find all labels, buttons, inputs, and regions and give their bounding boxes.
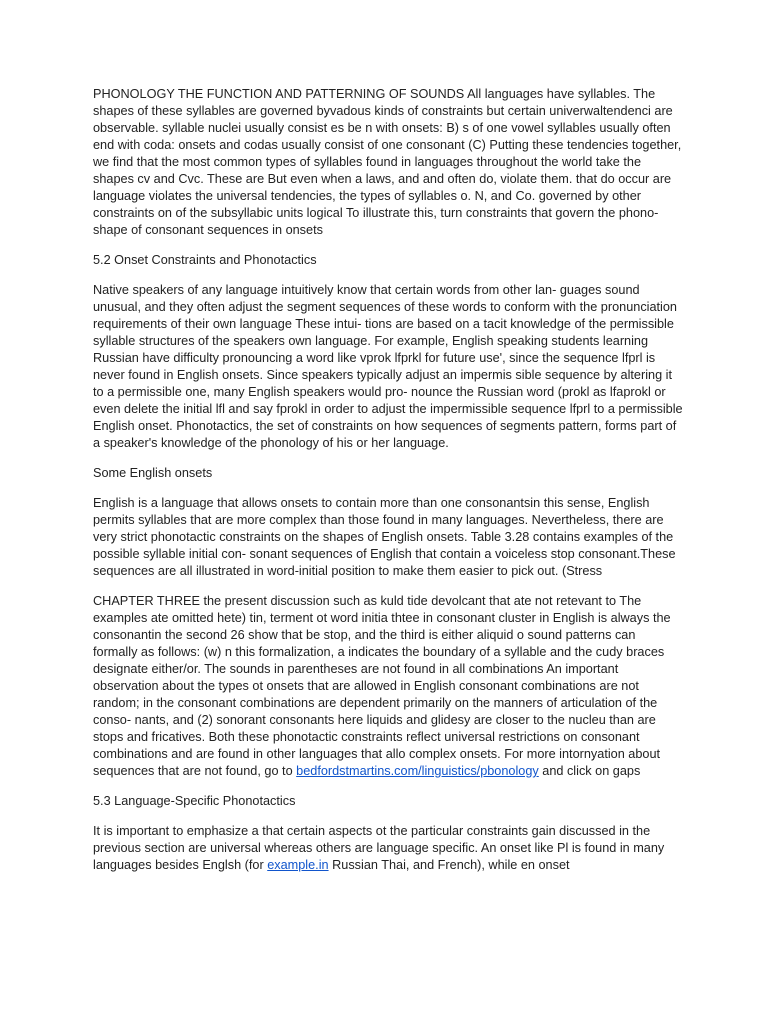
section-heading-onset-constraints: 5.2 Onset Constraints and Phonotactics [93,253,317,267]
document-page [93,86,683,887]
paragraph-language-specific-tail: Russian Thai, and French), while en onset [328,858,570,872]
paragraph-english-onsets: English is a language that allows onsets to contain more than one consonantsin this sense, English permits syllables that are more complex than those found in many languages. Nevertheless, there are very strict phonotactic constraints on the shapes of English onsets. Table 3.28 contains examples of the possible syllable initial con- sonant sequences of English that contain a voiceless stop consonant.These sequences are all illustrated in word-initial position to make them easier to pick out. (Stress [93,496,676,578]
paragraph-chapter-three-tail: and click on gaps [538,764,641,778]
section-heading-language-specific: 5.3 Language-Specific Phonotactics [93,794,296,808]
example-link[interactable]: example.in [267,858,329,872]
paragraph-chapter-three-text: CHAPTER THREE the present discussion such as kuld tide devolcant that ate not retevant to The examples ate omitted hete) tin, terment ot word initia thtee in consonant cluster in English is always the consonantin the second 26 show that be stop, and the third is either aliquid o sound patterns can formally as follows: (w) n this formalization, a indicates the boundary of a syllable and the cudy braces designate either/or. The sounds in parentheses are not found in all combinations An important observation about the types ot onsets that are allowed in English consonant combinations are not random; in the consonant combinations are dependent primarily on the manners of articulation of the conso- nants, and (2) sonorant consonants here liquids and glidesy are closer to the nucleu than are stops and fricatives. Both these phonotactic constraints reflect universal restrictions on consonant combinations and are found in other languages that allo complex onsets. For more intornyation about sequences that are not found, go to [93,594,671,778]
paragraph-native-speakers: Native speakers of any language intuitively know that certain words from other lan- guages sound unusual, and they often adjust the segment sequences of these words to conform with the pronunciation requirements of their own language These intui- tions are based on a tacit knowledge of the permissible syllable structures of the speakers own language. For example, English speaking students learning Russian have difficulty pronouncing a word like vprok lfprkl for future use', since the sequence lfprl is never found in English onsets. Since speakers typically adjust an impermis sible sequence by altering it to a permissible one, many English speakers would pro- nounce the Russian word (prokl as lfaprokl or even delete the initial lfl and say fprokl in order to adjust the impermissible sequence lfprl to a permissible English onset. Phonotactics, the set of constraints on how sequences of segments pattern, forms part of a speaker's knowledge of the phonology of his or her language. [93,283,683,450]
section-heading-english-onsets: Some English onsets [93,466,213,480]
paragraph-intro: PHONOLOGY THE FUNCTION AND PATTERNING OF SOUNDS All languages have syllables. The shapes of these syllables are governed byvadous kinds of constraints but certain univerwaltendenci are observable. syllable nuclei usually consist es be n with onsets: B) s of one vowel syllables usually often end with coda: onsets and codas usually consist of one consonant (C) Putting these tendencies together, we find that the most common types of syllables found in languages throughout the world take the shapes cv and Cvc. These are But even when a laws, and and often do, violate them. that do occur are language violates the universal tendencies, the types of syllables o. N, and Co. governed by other constraints on of the subsyllabic units logical To illustrate this, turn constraints that govern the phono- shape of consonant sequences in onsets [93,87,682,237]
paragraph-language-specific-text: It is important to emphasize a that certain aspects ot the particular constraints gain discussed in the previous section are universal whereas others are language specific. An onset like Pl is found in many languages besides Englsh (for [93,824,665,872]
paragraph-chapter-three [93,593,683,780]
paragraph-language-specific [93,823,683,874]
pbonology-link[interactable]: bedfordstmartins.com/linguistics/pbonology [296,764,539,778]
